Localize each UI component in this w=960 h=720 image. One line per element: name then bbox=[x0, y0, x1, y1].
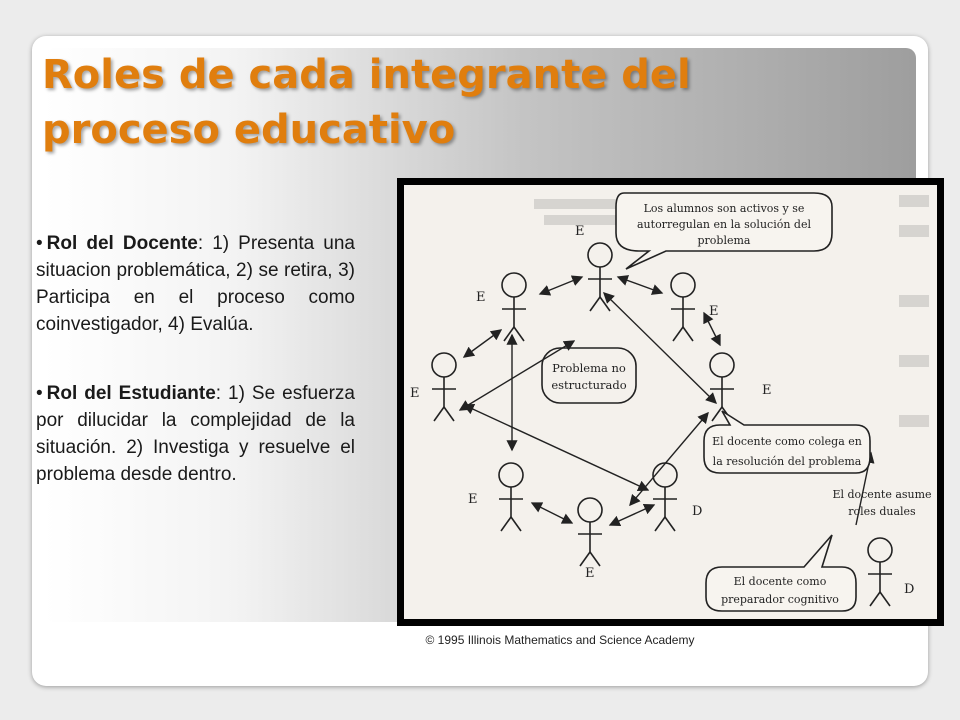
figure-label: E bbox=[575, 224, 585, 239]
bubble-students-line2: autorregulan en la solución del bbox=[637, 218, 811, 231]
problem-box-line1: Problema no bbox=[552, 361, 626, 375]
bubble-preparer-line1: El docente como bbox=[733, 575, 827, 588]
student-figure-lower-left bbox=[499, 463, 523, 531]
figure-label: E bbox=[410, 386, 420, 401]
bubble-students-line3: problema bbox=[697, 234, 751, 247]
slide-title bbox=[42, 48, 862, 158]
title-line-2: proceso educativo bbox=[42, 107, 456, 153]
figure-label: E bbox=[709, 304, 719, 319]
dual-roles-line2: roles duales bbox=[848, 505, 916, 518]
speech-bubble-students bbox=[616, 193, 832, 269]
teacher-figure-far-right bbox=[868, 538, 892, 606]
title-line-1: Roles de cada integrante del bbox=[42, 52, 691, 98]
bullet-dot-icon: • bbox=[36, 233, 43, 254]
figure-label: D bbox=[904, 582, 915, 597]
bubble-preparer-line2: preparador cognitivo bbox=[721, 593, 839, 606]
bullet-estudiante bbox=[36, 380, 355, 488]
copyright-caption: © 1995 Illinois Mathematics and Science Academy bbox=[425, 633, 695, 647]
bullet-text: : 1) Presenta una situacion problemática, 2) se retira, 3) Participa en el proceso como coinvestigador, 4) Evalúa. bbox=[36, 233, 356, 335]
student-figure-upper-right bbox=[671, 273, 695, 341]
bubble-students-line1: Los alumnos son activos y se bbox=[643, 202, 805, 215]
bubble-colleague-line1: El docente como colega en bbox=[712, 435, 862, 448]
bullet-list bbox=[36, 230, 355, 530]
student-figure-left bbox=[432, 353, 456, 421]
bullet-text: : 1) Se esfuerza por dilucidar la complejidad de la situación. 2) Investiga y resuelve el problema desde dentro. bbox=[36, 383, 356, 485]
figure-label: D bbox=[692, 504, 703, 519]
bubble-colleague-line2: la resolución del problema bbox=[712, 455, 862, 468]
problem-box bbox=[542, 348, 636, 403]
bullet-dot-icon: • bbox=[36, 383, 43, 404]
problem-box-line2: estructurado bbox=[551, 378, 627, 392]
bullet-label: Rol del Estudiante bbox=[46, 383, 216, 404]
figure-label: E bbox=[468, 492, 478, 507]
speech-bubble-colleague bbox=[704, 411, 870, 473]
figure-label: E bbox=[585, 566, 595, 581]
roles-diagram bbox=[404, 185, 937, 619]
speech-bubble-preparer bbox=[706, 535, 856, 611]
student-figure-top bbox=[588, 243, 612, 311]
dual-roles-line1: El docente asume bbox=[832, 488, 932, 501]
bullet-docente bbox=[36, 230, 355, 338]
figure-label: E bbox=[476, 290, 486, 305]
student-figure-upper-left bbox=[502, 273, 526, 341]
figure-label: E bbox=[762, 383, 772, 398]
bullet-label: Rol del Docente bbox=[46, 233, 198, 254]
student-figure-bottom bbox=[578, 498, 602, 566]
